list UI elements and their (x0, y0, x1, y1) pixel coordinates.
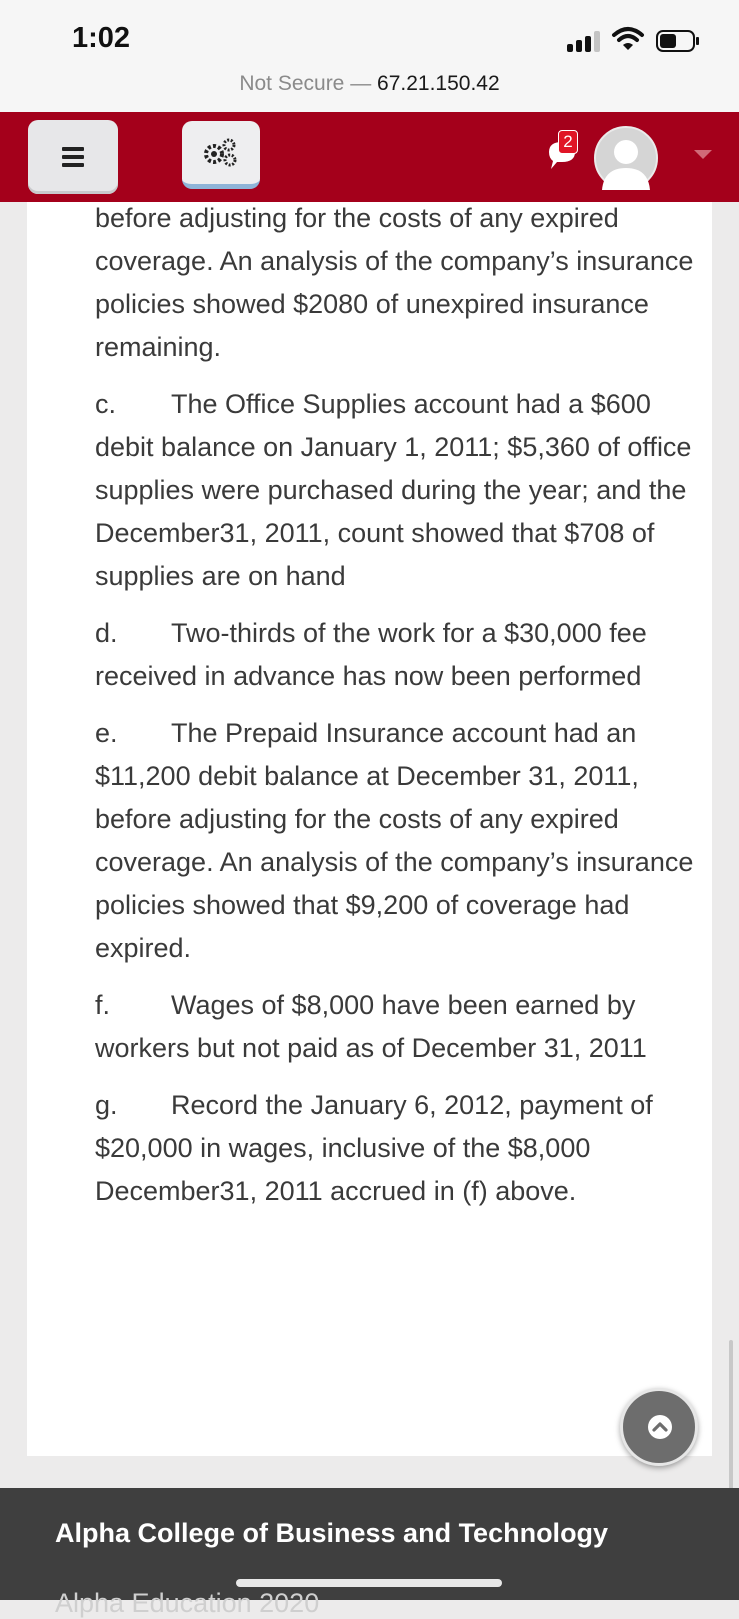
security-label: Not Secure (239, 72, 345, 95)
back-to-top-button[interactable] (620, 1388, 698, 1466)
item-text: The Prepaid Insurance account had an $11,200 debit balance at December 31, 2011, before adjusting for the costs of any expired coverage. An analysis of the company’s insurance policies showed that $9,200 of coverage had expired. (95, 718, 694, 963)
user-avatar[interactable] (594, 126, 658, 190)
list-item (95, 712, 695, 970)
scrollbar-thumb[interactable] (729, 1340, 733, 1490)
list-item (95, 197, 695, 369)
footer-title: Alpha College of Business and Technology (55, 1518, 609, 1548)
hamburger-menu-button[interactable] (28, 120, 118, 194)
address-bar[interactable] (0, 62, 739, 112)
url-separator: — (344, 72, 378, 95)
status-bar (0, 0, 739, 62)
home-indicator[interactable] (236, 1579, 502, 1587)
list-item (95, 1084, 695, 1213)
settings-button[interactable] (182, 121, 260, 189)
item-text: Wages of $8,000 have been earned by workers but not paid as of December 31, 2011 (95, 990, 647, 1063)
url-host: 67.21.150.42 (377, 72, 500, 95)
notification-badge: 2 (558, 130, 578, 154)
cellular-signal-icon (567, 30, 603, 52)
item-label: c. (95, 389, 117, 419)
item-label: g. (95, 1090, 118, 1120)
item-label: f. (95, 990, 111, 1020)
item-text: The Office Supplies account had a $600 debit balance on January 1, 2011; $5,360 of office supplies were purchased during the year; and the December31, 2011, count showed that $708 of supplies are on hand (95, 389, 692, 591)
list-item (95, 984, 695, 1070)
list-item (95, 383, 695, 598)
gears-icon (203, 137, 239, 167)
question-text (95, 197, 695, 1227)
footer-copyright: Alpha Education 2020 (55, 1588, 320, 1618)
item-text: Record the January 6, 2012, payment of $20,000 in wages, inclusive of the $8,000 December31, 2011 accrued in (f) above. (95, 1090, 653, 1206)
item-text: Two-thirds of the work for a $30,000 fee received in advance has now been performed (95, 618, 647, 691)
wifi-icon (612, 26, 644, 52)
status-time: 1:02 (72, 22, 131, 54)
item-label: e. (95, 718, 118, 748)
battery-icon (656, 30, 700, 52)
item-text: before adjusting for the costs of any expired coverage. An analysis of the company’s insurance policies showed $2080 of unexpired insurance remaining. (95, 203, 694, 362)
item-label: d. (95, 618, 118, 648)
list-item (95, 612, 695, 698)
chevron-up-icon (647, 1414, 673, 1440)
user-menu-caret-icon[interactable] (694, 150, 712, 159)
